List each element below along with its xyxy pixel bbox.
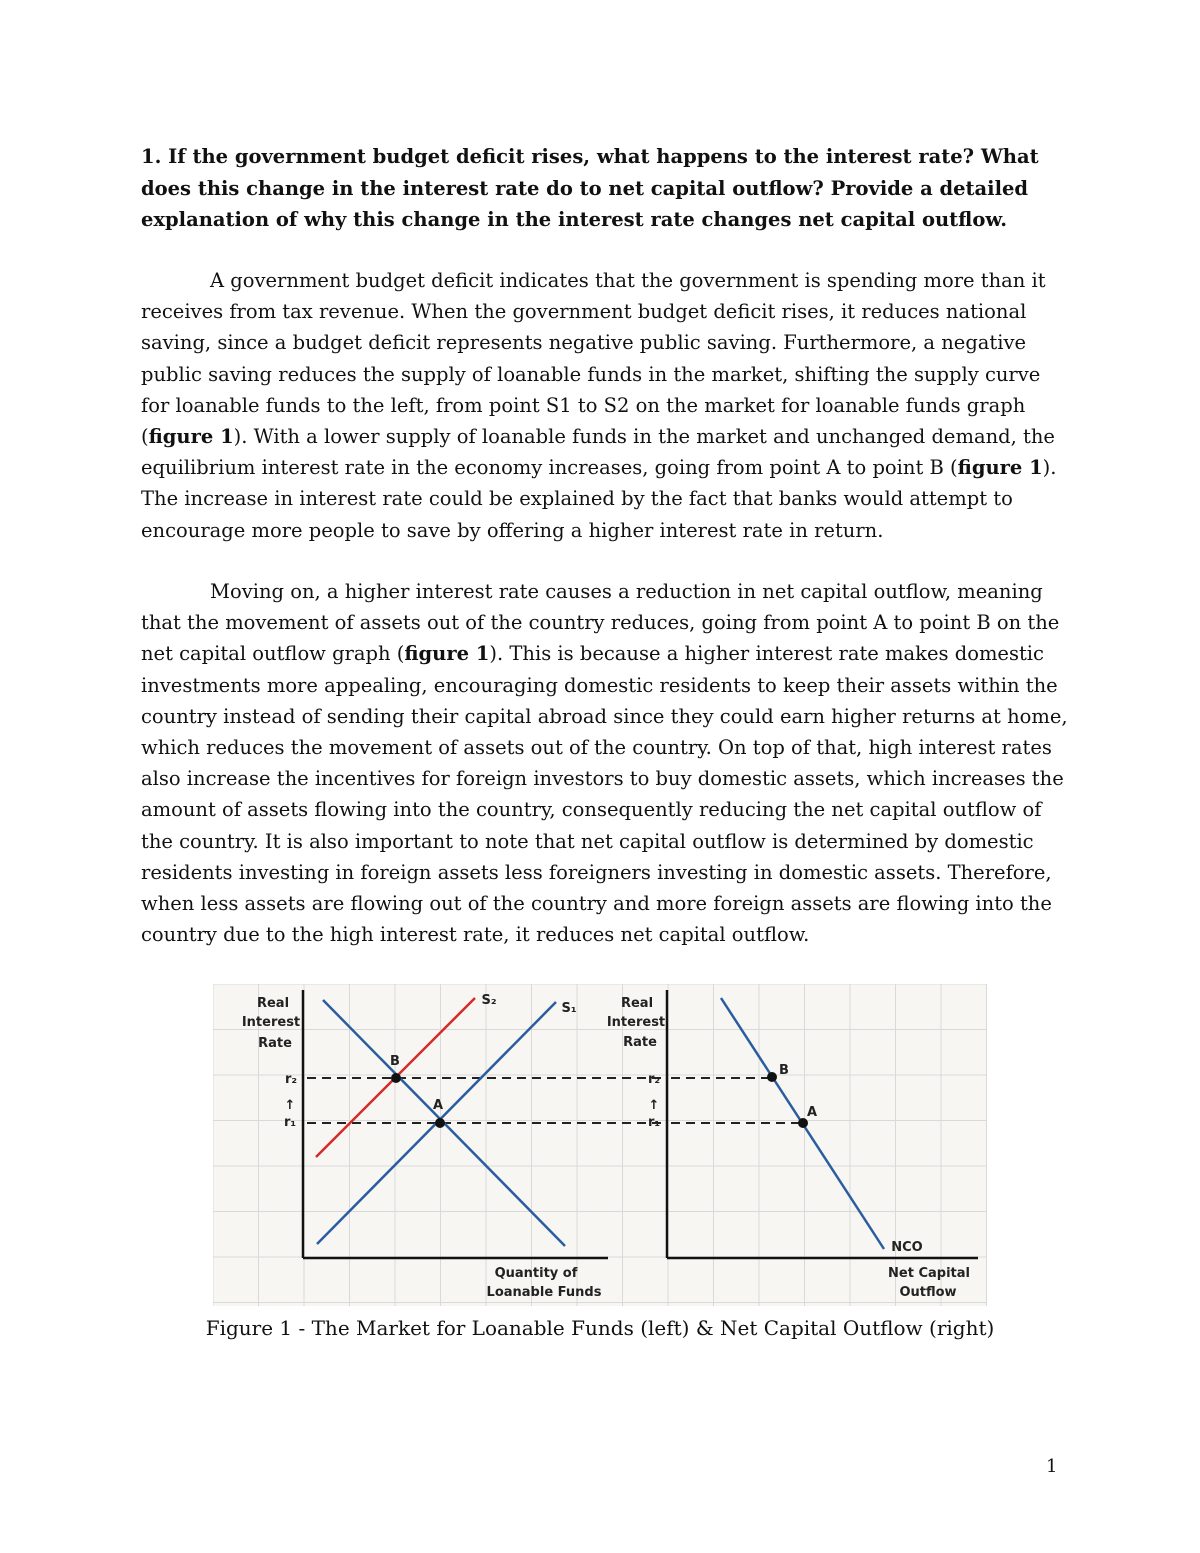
left-point-a-label: A: [432, 1098, 444, 1113]
right-up-arrow: ↑: [648, 1098, 660, 1113]
right-xlabel-line-1: Net Capital: [888, 1266, 970, 1281]
right-r2-label: r₂: [647, 1072, 661, 1087]
s2-label: S₂: [481, 993, 497, 1008]
right-ylabel-line-2: Interest: [606, 1015, 666, 1030]
left-r1-label: r₁: [283, 1115, 297, 1130]
page-number: 1: [1046, 1456, 1058, 1477]
right-ylabel-line-3: Rate: [623, 1035, 657, 1050]
paragraph-1-text-3: ). The increase in interest rate could be explained by the fact that banks would attempt to encourage more people to save by offering a higher interest rate in return.: [141, 456, 1057, 542]
paragraph-2-text-1: Moving on, a higher interest rate causes a reduction in net capital outflow, meaning that the movement of assets out of the country reduces, going from point A to point B on the net capital outflow graph (: [141, 580, 1060, 666]
left-up-arrow: ↑: [284, 1098, 296, 1113]
paragraph-2-text-2: ). This is because a higher interest rate makes domestic investments more appealing, encouraging domestic residents to keep their assets within the country instead of sending their capital abroad since they could earn higher returns at home, which reduces the movement of assets out of the country. On top of that, high interest rates also increase the incentives for foreign investors to buy domestic assets, which increases the amount of assets flowing into the country, consequently reducing the net capital outflow of the country. It is also important to note that net capital outflow is determined by domestic residents investing in foreign assets less foreigners investing in domestic assets. Therefore, when less assets are flowing out of the country and more foreign assets are flowing into the country due to the high interest rate, it reduces net capital outflow.: [141, 642, 1068, 947]
right-point-b-label: B: [779, 1063, 789, 1078]
figure-1: [213, 984, 987, 1306]
right-point-a-label: A: [806, 1105, 818, 1120]
question-heading: 1. If the government budget deficit rises, what happens to the interest rate? What does this change in the interest rate do to net capital outflow? Provide a detailed explanation of why this change in the interest rate changes net capital outflow.: [141, 145, 1039, 231]
paragraph-1-text-2: ). With a lower supply of loanable funds in the market and unchanged demand, the equilibrium interest rate in the economy increases, going from point A to point B (: [141, 425, 1055, 480]
nco-label: NCO: [891, 1240, 923, 1255]
left-point-b-label: B: [390, 1054, 400, 1069]
point-b-marker: [391, 1073, 401, 1083]
left-r2-label: r₂: [284, 1072, 298, 1087]
s1-label: S₁: [561, 1001, 577, 1016]
figure-1-graphs: [213, 984, 987, 1306]
left-ylabel-line-3: Rate: [258, 1036, 292, 1051]
right-point-b-marker: [767, 1072, 777, 1082]
left-xlabel-line-2: Loanable Funds: [486, 1285, 602, 1300]
right-xlabel-line-2: Outflow: [899, 1285, 957, 1300]
figure-reference: figure 1: [148, 425, 234, 449]
left-ylabel-line-1: Real: [256, 996, 290, 1011]
paragraph-1: [141, 265, 1071, 546]
paragraph-2: [141, 576, 1071, 950]
right-r1-label: r₁: [647, 1115, 661, 1130]
right-ylabel-line-1: Real: [620, 996, 654, 1011]
figure-reference: figure 1: [404, 642, 490, 666]
figure-caption: Figure 1 - The Market for Loanable Funds (left) & Net Capital Outflow (right): [205, 1316, 995, 1340]
paragraph-1-text-1: A government budget deficit indicates that the government is spending more than it receives from tax revenue. When the government budget deficit rises, it reduces national saving, since a budget deficit represents negative public saving. Furthermore, a negative public saving reduces the supply of loanable funds in the market, shifting the supply curve for loanable funds to the left, from point S1 to S2 on the market for loanable funds graph (: [141, 269, 1046, 449]
left-ylabel-line-2: Interest: [241, 1015, 301, 1030]
left-xlabel-line-1: Quantity of: [494, 1266, 578, 1281]
point-a-marker: [435, 1118, 445, 1128]
figure-reference: figure 1: [957, 456, 1043, 480]
